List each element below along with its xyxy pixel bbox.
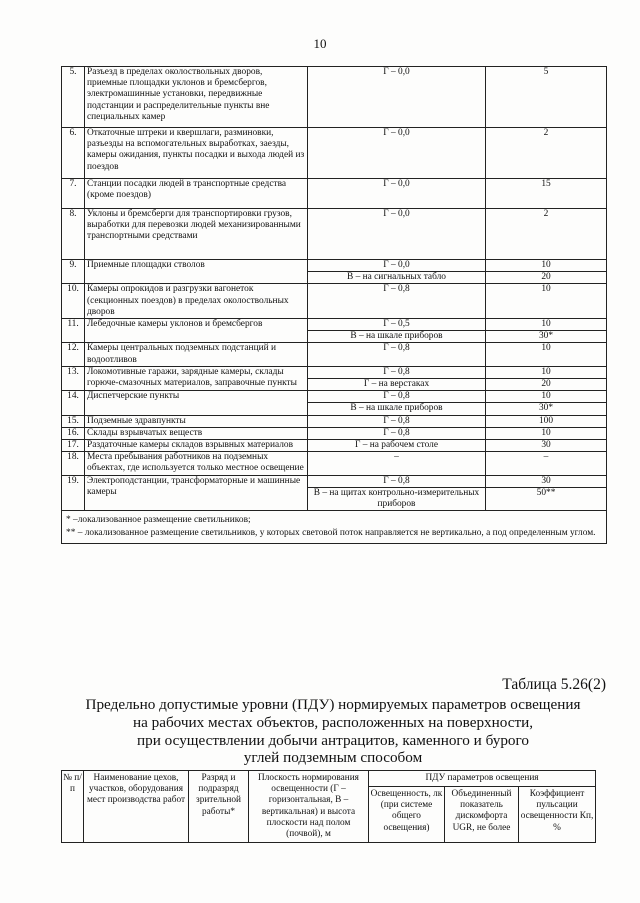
row-name: Приемные площадки стволов <box>85 260 308 284</box>
row-value: – <box>486 452 607 475</box>
page-number: 10 <box>313 36 327 51</box>
title-line: углей подземным способом <box>243 749 423 767</box>
row-number: 19. <box>62 475 85 511</box>
row-name: Камеры опрокидов и разгрузки вагонеток (секционных поездов) в пределах околоствольных дворов <box>85 284 308 319</box>
row-value: 30* <box>486 403 607 415</box>
row-plane: Г – 0,8 <box>308 415 486 427</box>
row-value: 50** <box>486 487 607 510</box>
row-value: 5 <box>486 67 607 128</box>
row-plane: Г – на верстаках <box>308 379 486 391</box>
row-number: 17. <box>62 440 85 452</box>
row-plane: Г – 0,5 <box>308 319 486 331</box>
row-name: Откаточные штреки и квершлаги, разминовки, разъезды на вспомогательных выработках, заезды, камеры ожидания, пункты посадки и выхода людей из поездов <box>85 128 308 179</box>
table-row <box>62 284 607 319</box>
row-value: 10 <box>486 343 607 366</box>
title-line: Предельно допустимые уровни (ПДУ) нормируемых параметров освещения <box>85 696 581 713</box>
table-row <box>62 319 607 331</box>
row-number: 18. <box>62 452 85 475</box>
row-name: Уклоны и бремсберги для транспортировки грузов, выработки для перевозки людей механизированными транспортными средствами <box>85 209 308 260</box>
table-row <box>62 427 607 439</box>
table-caption: Таблица 5.26(2) <box>502 676 606 693</box>
row-name: Лебедочные камеры уклонов и бремсбергов <box>85 319 308 343</box>
row-number: 6. <box>62 128 85 179</box>
row-name: Локомотивные гаражи, зарядные камеры, склады горюче-смазочных материалов, заправочные пункты <box>85 366 308 390</box>
table-row <box>62 440 607 452</box>
row-name: Склады взрывчатых веществ <box>85 427 308 439</box>
header-illuminance: Освещенность, лк (при системе общего освещения) <box>369 787 445 843</box>
table-row <box>62 391 607 403</box>
row-value: 20 <box>486 379 607 391</box>
row-plane: Г – 0,8 <box>308 284 486 319</box>
row-plane: Г – 0,0 <box>308 179 486 209</box>
table-row <box>62 475 607 487</box>
row-value: 15 <box>486 179 607 209</box>
row-plane: В – на шкале приборов <box>308 403 486 415</box>
pdu-surface-table <box>61 770 596 843</box>
row-number: 5. <box>62 67 85 128</box>
row-value: 10 <box>486 319 607 331</box>
row-value: 10 <box>486 284 607 319</box>
row-plane: В – на шкале приборов <box>308 331 486 343</box>
row-plane: Г – 0,0 <box>308 128 486 179</box>
title-line: на рабочих местах объектов, расположенных на поверхности, <box>132 713 534 731</box>
row-plane: Г – 0,8 <box>308 475 486 487</box>
row-number: 16. <box>62 427 85 439</box>
row-number: 8. <box>62 209 85 260</box>
table-row <box>62 179 607 209</box>
row-value: 10 <box>486 260 607 272</box>
row-name: Станции посадки людей в транспортные средства (кроме поездов) <box>85 179 308 209</box>
row-number: 7. <box>62 179 85 209</box>
table-row <box>62 209 607 260</box>
row-value: 10 <box>486 366 607 378</box>
table-title <box>60 696 606 767</box>
row-number: 15. <box>62 415 85 427</box>
row-plane: Г – 0,8 <box>308 343 486 366</box>
table-row <box>62 343 607 366</box>
table-row <box>62 128 607 179</box>
row-value: 100 <box>486 415 607 427</box>
row-plane: Г – на рабочем столе <box>308 440 486 452</box>
row-number: 14. <box>62 391 85 415</box>
row-name: Диспетчерские пункты <box>85 391 308 415</box>
table-row <box>62 260 607 272</box>
table-row <box>62 415 607 427</box>
row-name: Электроподстанции, трансформаторные и машинные камеры <box>85 475 308 511</box>
footnote: ** – локализованное размещение светильников, у которых световой поток направляется не вертикально, а под определенным углом. <box>66 528 596 539</box>
row-plane: В – на щитах контрольно-измерительных приборов <box>308 487 486 510</box>
row-plane: Г – 0,0 <box>308 260 486 272</box>
row-plane: Г – 0,0 <box>308 209 486 260</box>
row-value: 2 <box>486 209 607 260</box>
row-number: 12. <box>62 343 85 366</box>
row-number: 11. <box>62 319 85 343</box>
row-name: Камеры центральных подземных подстанций и водоотливов <box>85 343 308 366</box>
row-plane: – <box>308 452 486 475</box>
title-line: при осуществлении добычи антрацитов, каменного и бурого <box>137 731 529 749</box>
row-plane: Г – 0,8 <box>308 427 486 439</box>
row-number: 9. <box>62 260 85 284</box>
row-name: Места пребывания работников на подземных объектах, где используется только местное освещение <box>85 452 308 475</box>
header-pulsation: Коэффициент пульсации освещенности Кп, % <box>519 787 596 843</box>
row-value: 20 <box>486 272 607 284</box>
row-value: 10 <box>486 391 607 403</box>
table-row <box>62 67 607 128</box>
header-ugr: Объединенный показатель дискомфорта UGR, не более <box>445 787 519 843</box>
row-name: Подземные здравпункты <box>85 415 308 427</box>
table-row <box>62 366 607 378</box>
row-plane: В – на сигнальных табло <box>308 272 486 284</box>
row-plane: Г – 0,8 <box>308 391 486 403</box>
footnote: * –локализованное размещение светильников; <box>66 515 251 526</box>
header-pdu: ПДУ параметров освещения <box>369 771 596 787</box>
row-number: 13. <box>62 366 85 390</box>
row-value: 30 <box>486 475 607 487</box>
header-name: Наименование цехов, участков, оборудования мест производства работ <box>84 771 189 843</box>
row-value: 2 <box>486 128 607 179</box>
header-num: № п/п <box>62 771 84 843</box>
row-number: 10. <box>62 284 85 319</box>
footnotes <box>62 511 607 544</box>
header-plane: Плоскость нормирования освещенности (Г – горизонтальная, В – вертикальная) и высота плоскости над полом (почвой), м <box>249 771 369 843</box>
notes-row <box>62 511 607 544</box>
row-value: 30* <box>486 331 607 343</box>
row-plane: Г – 0,8 <box>308 366 486 378</box>
illumination-table-continued <box>61 66 607 544</box>
header-grade: Разряд и подразряд зрительной работы* <box>189 771 249 843</box>
row-value: 30 <box>486 440 607 452</box>
row-name: Разъезд в пределах околоствольных дворов, приемные площадки уклонов и бремсбергов, электромашинные установки, передвижные подстанции и распределительные пункты вне специальных камер <box>85 67 308 128</box>
row-plane: Г – 0,0 <box>308 67 486 128</box>
table-row <box>62 452 607 475</box>
row-value: 10 <box>486 427 607 439</box>
row-name: Раздаточные камеры складов взрывных материалов <box>85 440 308 452</box>
